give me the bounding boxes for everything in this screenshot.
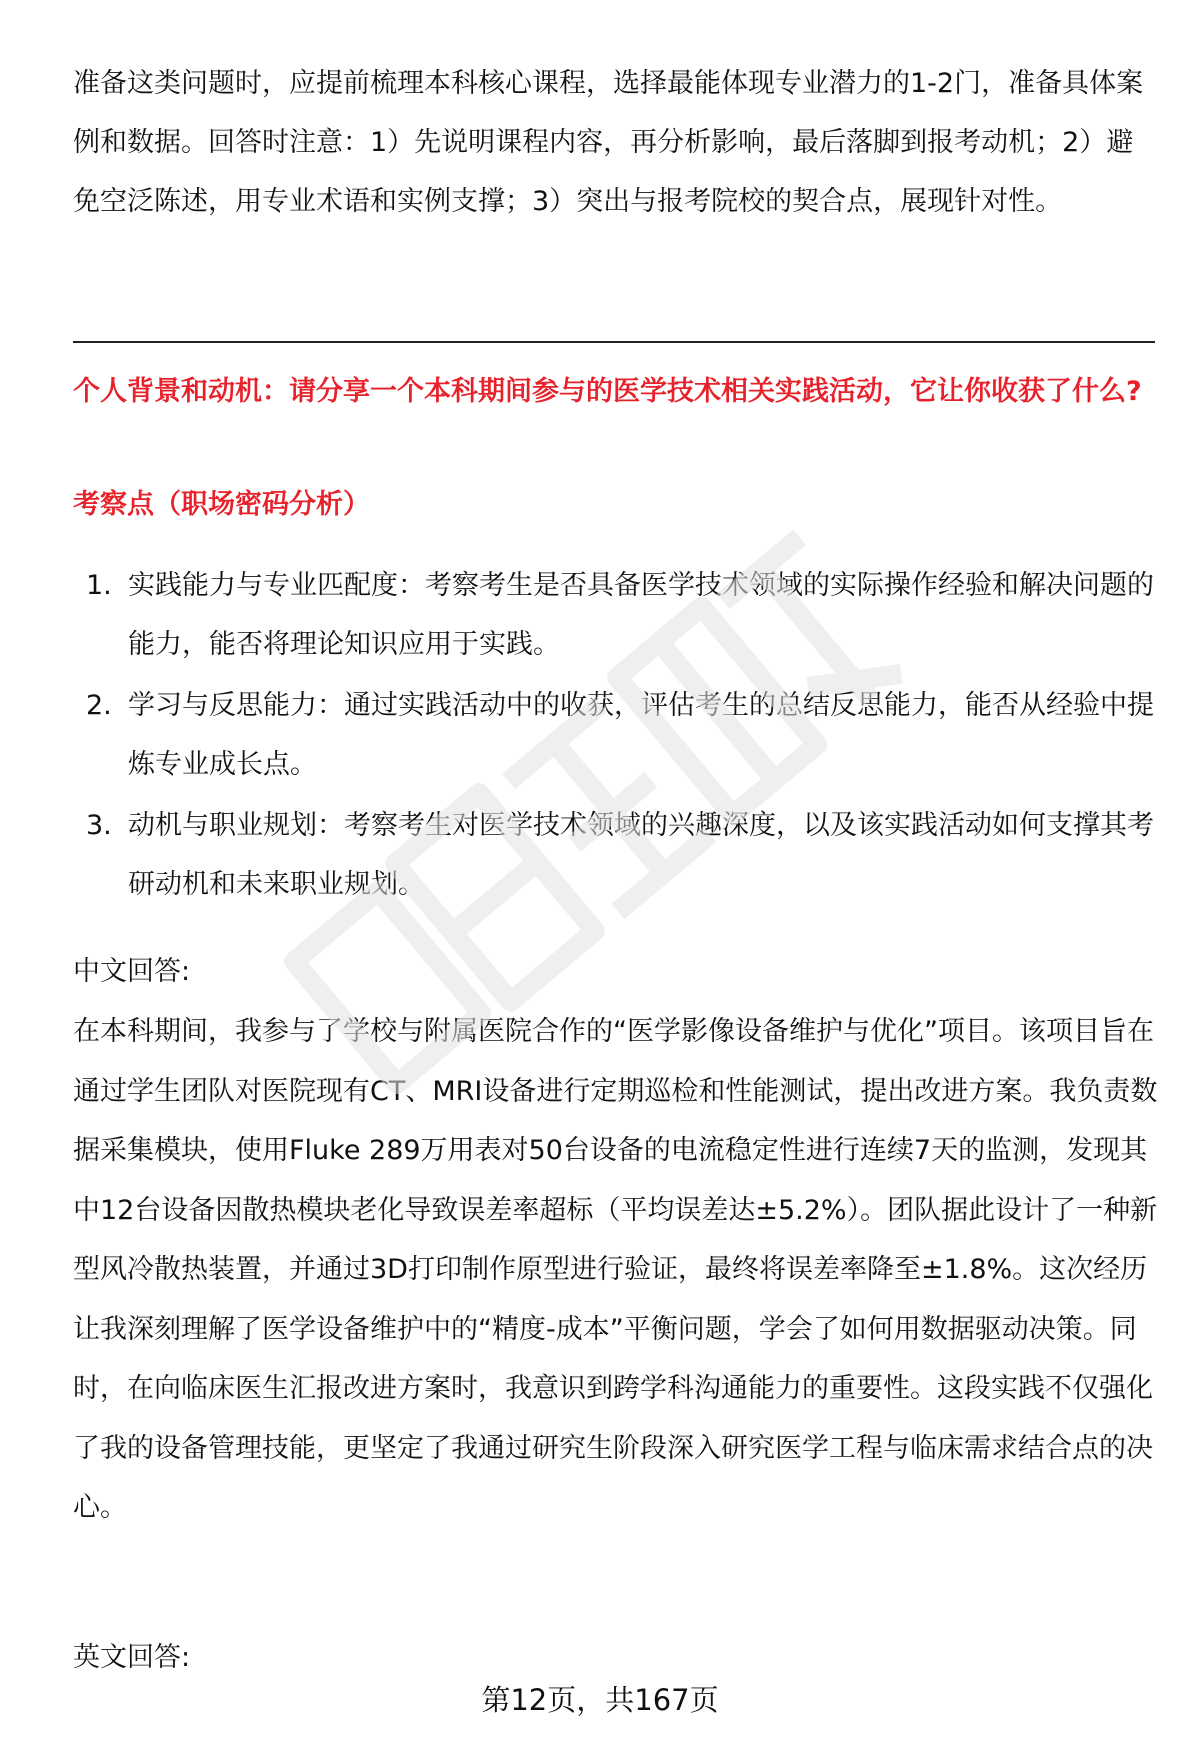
assessment-item bbox=[73, 796, 1155, 914]
assessment-heading: 考察点（职场密码分析） bbox=[73, 489, 370, 520]
page-footer: 第12页，共167页 bbox=[481, 1683, 719, 1717]
english-answer-label: 英文回答: bbox=[73, 1642, 191, 1673]
assessment-item-number: 1. bbox=[86, 570, 112, 601]
section-divider bbox=[73, 341, 1155, 343]
assessment-item bbox=[73, 676, 1155, 794]
assessment-item bbox=[73, 556, 1155, 674]
assessment-item-number: 3. bbox=[86, 810, 112, 841]
assessment-item-text: 动机与职业规划：考察考生对医学技术领域的兴趣深度，以及该实践活动如何支撑其考研动机和未来职业规划。 bbox=[128, 810, 1154, 900]
assessment-item-number: 2. bbox=[86, 690, 112, 721]
assessment-item-text: 实践能力与专业匹配度：考察考生是否具备医学技术领域的实际操作经验和解决问题的能力，能否将理论知识应用于实践。 bbox=[128, 570, 1154, 660]
chinese-answer-label: 中文回答: bbox=[73, 956, 191, 987]
assessment-list bbox=[73, 556, 1155, 916]
intro-paragraph: 准备这类问题时，应提前梳理本科核心课程，选择最能体现专业潜力的1-2门，准备具体案例和数据。回答时注意：1）先说明课程内容，再分析影响，最后落脚到报考动机；2）避免空泛陈述，用专业术语和实例支撑；3）突出与报考院校的契合点，展现针对性。 bbox=[73, 68, 1144, 217]
assessment-item-text: 学习与反思能力：通过实践活动中的收获，评估考生的总结反思能力，能否从经验中提炼专业成长点。 bbox=[128, 690, 1154, 780]
chinese-answer-text: 在本科期间，我参与了学校与附属医院合作的“医学影像设备维护与优化”项目。该项目旨在通过学生团队对医院现有CT、MRI设备进行定期巡检和性能测试，提出改进方案。我负责数据采集模块，使用Fluke 289万用表对50台设备的电流稳定性进行连续7天的监测，发现其中12台设备因散热模块老化导致误差率超标（平均误差达±5.2%）。团队据此设计了一种新型风冷散热装置，并通过3D打印制作原型进行验证，最终将误差率降至±1.8%。这次经历让我深刻理解了医学设备维护中的“精度-成本”平衡问题，学会了如何用数据驱动决策。同时，在向临床医生汇报改进方案时，我意识到跨学科沟通能力的重要性。这段实践不仅强化了我的设备管理技能，更坚定了我通过研究生阶段深入研究医学工程与临床需求结合点的决心。 bbox=[73, 1016, 1158, 1523]
question-heading: 个人背景和动机：请分享一个本科期间参与的医学技术相关实践活动，它让你收获了什么? bbox=[73, 376, 1142, 407]
